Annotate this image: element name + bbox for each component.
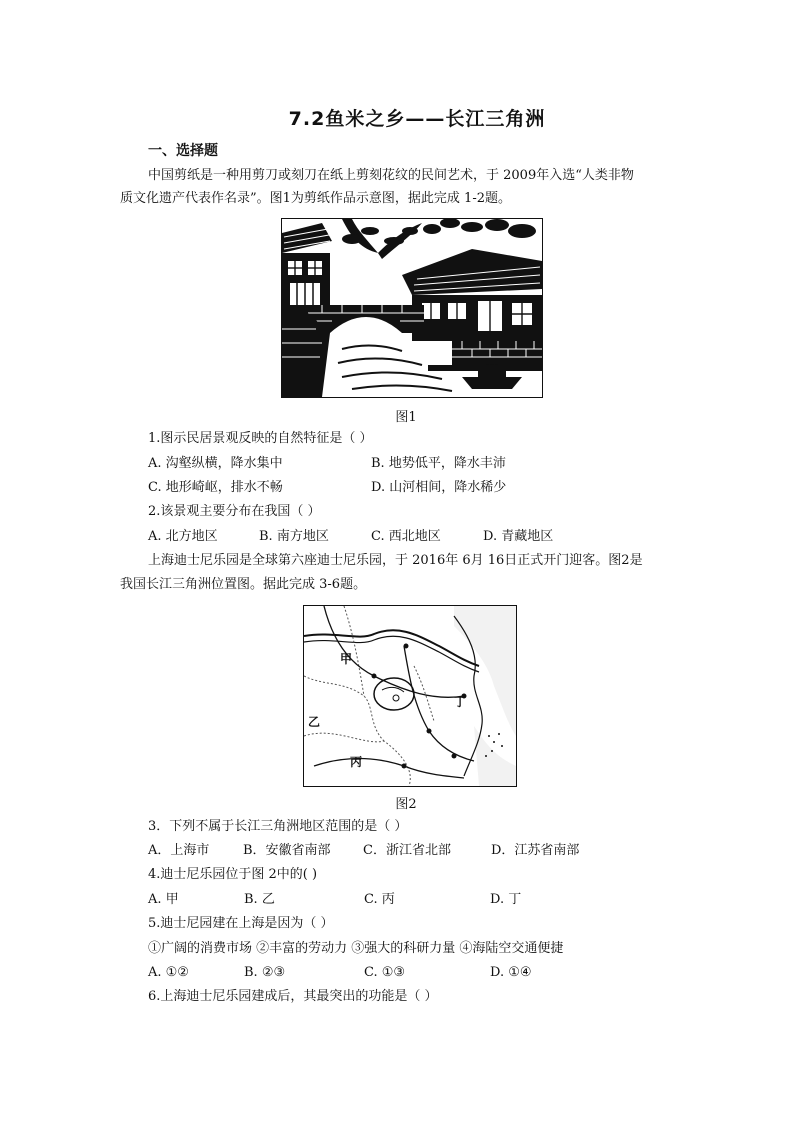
map-label-bing: 丙: [350, 755, 363, 769]
figure1-papercut-image: [281, 218, 543, 398]
q6-stem: 6.上海迪士尼乐园建成后，其最突出的功能是（ ）: [148, 989, 438, 1004]
q2-option-b: B. 南方地区: [259, 529, 329, 544]
q2-option-c: C. 西北地区: [371, 529, 441, 544]
q3-option-a: A．上海市: [148, 843, 210, 858]
q5-stem: 5.迪士尼园建在上海是因为（ ）: [148, 916, 334, 931]
q4-option-c: C. 丙: [364, 892, 395, 907]
figure1-caption: 图1: [395, 410, 417, 425]
q5-option-a: A. ①②: [148, 965, 189, 980]
q3-option-b: B．安徽省南部: [243, 843, 331, 858]
q4-option-b: B. 乙: [244, 892, 275, 907]
q5-statements: ①广阔的消费市场 ②丰富的劳动力 ③强大的科研力量 ④海陆空交通便捷: [148, 941, 564, 956]
q4-stem: 4.迪士尼乐园位于图 2中的( ): [148, 867, 318, 882]
map-label-yi: 乙: [308, 715, 321, 729]
yangtze-delta-map: [304, 606, 516, 786]
intro2-line2: 我国长江三角洲位置图。据此完成 3-6题。: [120, 577, 367, 592]
q2-option-d: D. 青藏地区: [483, 529, 554, 544]
q2-stem: 2.该景观主要分布在我国（ ）: [148, 504, 321, 519]
map-label-ding: 丁: [454, 695, 467, 709]
q4-option-d: D. 丁: [490, 892, 522, 907]
intro1-line2: 质文化遗产代表作名录”。图1为剪纸作品示意图，据此完成 1-2题。: [120, 191, 511, 206]
q5-option-d: D. ①④: [490, 965, 532, 980]
q2-option-a: A. 北方地区: [148, 529, 218, 544]
q4-option-a: A. 甲: [148, 892, 179, 907]
q3-stem: 3．下列不属于长江三角洲地区范围的是（ ）: [148, 819, 408, 834]
q3-option-d: D．江苏省南部: [491, 843, 580, 858]
q1-option-c: C. 地形崎岖，排水不畅: [148, 480, 283, 495]
q1-stem: 1.图示民居景观反映的自然特征是（ ）: [148, 431, 373, 446]
page-title: 7.2鱼米之乡——长江三角洲: [288, 108, 546, 130]
intro1-line1: 中国剪纸是一种用剪刀或刻刀在纸上剪刻花纹的民间艺术，于 2009年入选“人类非物: [148, 168, 634, 183]
q5-option-c: C. ①③: [364, 965, 406, 980]
section-heading: 一、选择题: [148, 143, 218, 159]
q3-option-c: C．浙江省北部: [363, 843, 451, 858]
figure2-caption: 图2: [395, 797, 417, 812]
q1-option-b: B. 地势低平，降水丰沛: [371, 456, 506, 471]
papercut-illustration: [282, 219, 542, 397]
figure2-delta-map: [303, 605, 517, 787]
q5-option-b: B. ②③: [244, 965, 286, 980]
intro2-line1: 上海迪士尼乐园是全球第六座迪士尼乐园，于 2016年 6月 16日正式开门迎客。图2是: [148, 553, 643, 568]
q1-option-a: A. 沟壑纵横，降水集中: [148, 456, 283, 471]
q1-option-d: D. 山河相间，降水稀少: [371, 480, 507, 495]
map-label-jia: 甲: [340, 652, 353, 666]
